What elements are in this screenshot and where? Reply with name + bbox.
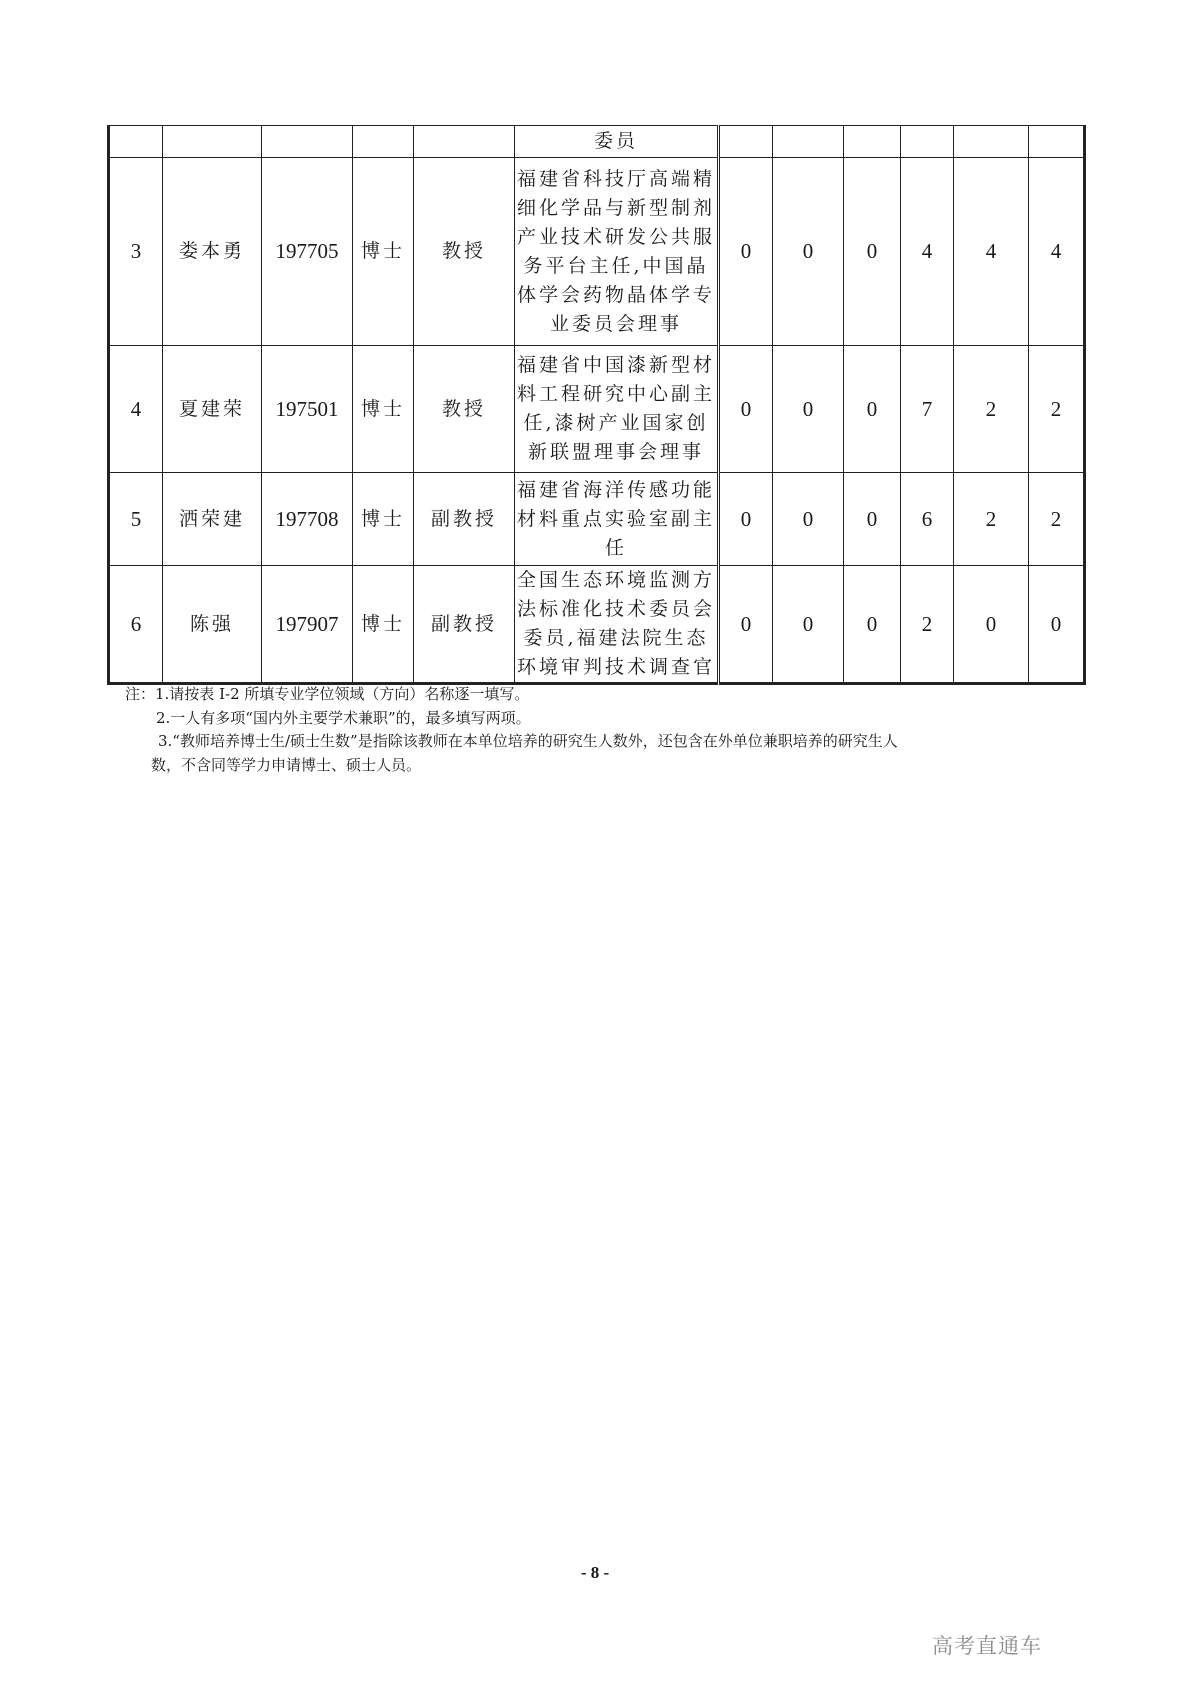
cell-empty — [414, 126, 515, 158]
cell-title: 副教授 — [414, 473, 515, 566]
cell-value: 0 — [719, 566, 773, 684]
cell-value: 0 — [844, 473, 901, 566]
page-number: - 8 - — [580, 1563, 610, 1582]
cell-duty: 福建省科技厅高端精细化学品与新型制剂产业技术研发公共服务平台主任,中国晶体学会药物晶体学专业委员会理事 — [515, 158, 719, 346]
table-row — [109, 566, 1085, 684]
cell-degree: 博士 — [353, 473, 414, 566]
cell-name: 娄本勇 — [163, 158, 262, 346]
cell-value: 2 — [901, 566, 954, 684]
cell-value: 0 — [954, 566, 1029, 684]
cell-empty — [719, 126, 773, 158]
cell-index: 5 — [109, 473, 163, 566]
cell-duty: 全国生态环境监测方法标准化技术委员会委员,福建法院生态环境审判技术调查官 — [515, 566, 719, 684]
cell-value: 0 — [844, 346, 901, 473]
cell-birth: 197907 — [262, 566, 353, 684]
cell-name: 洒荣建 — [163, 473, 262, 566]
table-notes — [125, 683, 1085, 777]
cell-value: 0 — [773, 566, 844, 684]
table-row — [109, 473, 1085, 566]
cell-name: 夏建荣 — [163, 346, 262, 473]
cell-duty: 福建省海洋传感功能材料重点实验室副主任 — [515, 473, 719, 566]
note-line: 3.“教师培养博士生/硕士生数”是指除该教师在本单位培养的研究生人数外，还包含在外单位兼职培养的研究生人 — [158, 732, 898, 750]
cell-degree: 博士 — [353, 158, 414, 346]
watermark: 高考直通车 — [932, 1634, 1042, 1658]
table-row — [109, 158, 1085, 346]
cell-value: 0 — [773, 346, 844, 473]
cell-index: 4 — [109, 346, 163, 473]
cell-value: 0 — [773, 473, 844, 566]
cell-title: 副教授 — [414, 566, 515, 684]
cell-degree: 博士 — [353, 566, 414, 684]
cell-value: 2 — [954, 346, 1029, 473]
cell-value: 0 — [844, 158, 901, 346]
cell-birth: 197501 — [262, 346, 353, 473]
cell-empty — [901, 126, 954, 158]
cell-title: 教授 — [414, 158, 515, 346]
cell-empty — [844, 126, 901, 158]
table-row-continuation — [109, 126, 1085, 158]
cell-value: 2 — [1029, 346, 1085, 473]
note-line: 数，不含同等学力申请博士、硕士人员。 — [151, 755, 422, 774]
cell-empty — [262, 126, 353, 158]
cell-value: 0 — [773, 158, 844, 346]
cell-value: 0 — [844, 566, 901, 684]
table-row — [109, 346, 1085, 473]
cell-value: 2 — [954, 473, 1029, 566]
cell-duty: 委员 — [515, 126, 719, 158]
cell-empty — [1029, 126, 1085, 158]
cell-value: 4 — [1029, 158, 1085, 346]
cell-value: 0 — [1029, 566, 1085, 684]
cell-value: 0 — [719, 473, 773, 566]
cell-index: 3 — [109, 158, 163, 346]
cell-empty — [109, 126, 163, 158]
cell-empty — [353, 126, 414, 158]
cell-value: 6 — [901, 473, 954, 566]
cell-index: 6 — [109, 566, 163, 684]
cell-empty — [163, 126, 262, 158]
cell-birth: 197708 — [262, 473, 353, 566]
cell-name: 陈强 — [163, 566, 262, 684]
cell-duty: 福建省中国漆新型材料工程研究中心副主任,漆树产业国家创新联盟理事会理事 — [515, 346, 719, 473]
cell-empty — [954, 126, 1029, 158]
cell-value: 0 — [719, 346, 773, 473]
cell-empty — [773, 126, 844, 158]
faculty-table — [107, 125, 1086, 685]
cell-degree: 博士 — [353, 346, 414, 473]
cell-value: 2 — [1029, 473, 1085, 566]
cell-value: 4 — [901, 158, 954, 346]
cell-value: 7 — [901, 346, 954, 473]
cell-birth: 197705 — [262, 158, 353, 346]
note-line: 注：1.请按表 I-2 所填专业学位领域（方向）名称逐一填写。 — [125, 685, 530, 703]
cell-value: 4 — [954, 158, 1029, 346]
note-line: 2.一人有多项“国内外主要学术兼职”的，最多填写两项。 — [156, 708, 531, 727]
cell-title: 教授 — [414, 346, 515, 473]
cell-value: 0 — [719, 158, 773, 346]
